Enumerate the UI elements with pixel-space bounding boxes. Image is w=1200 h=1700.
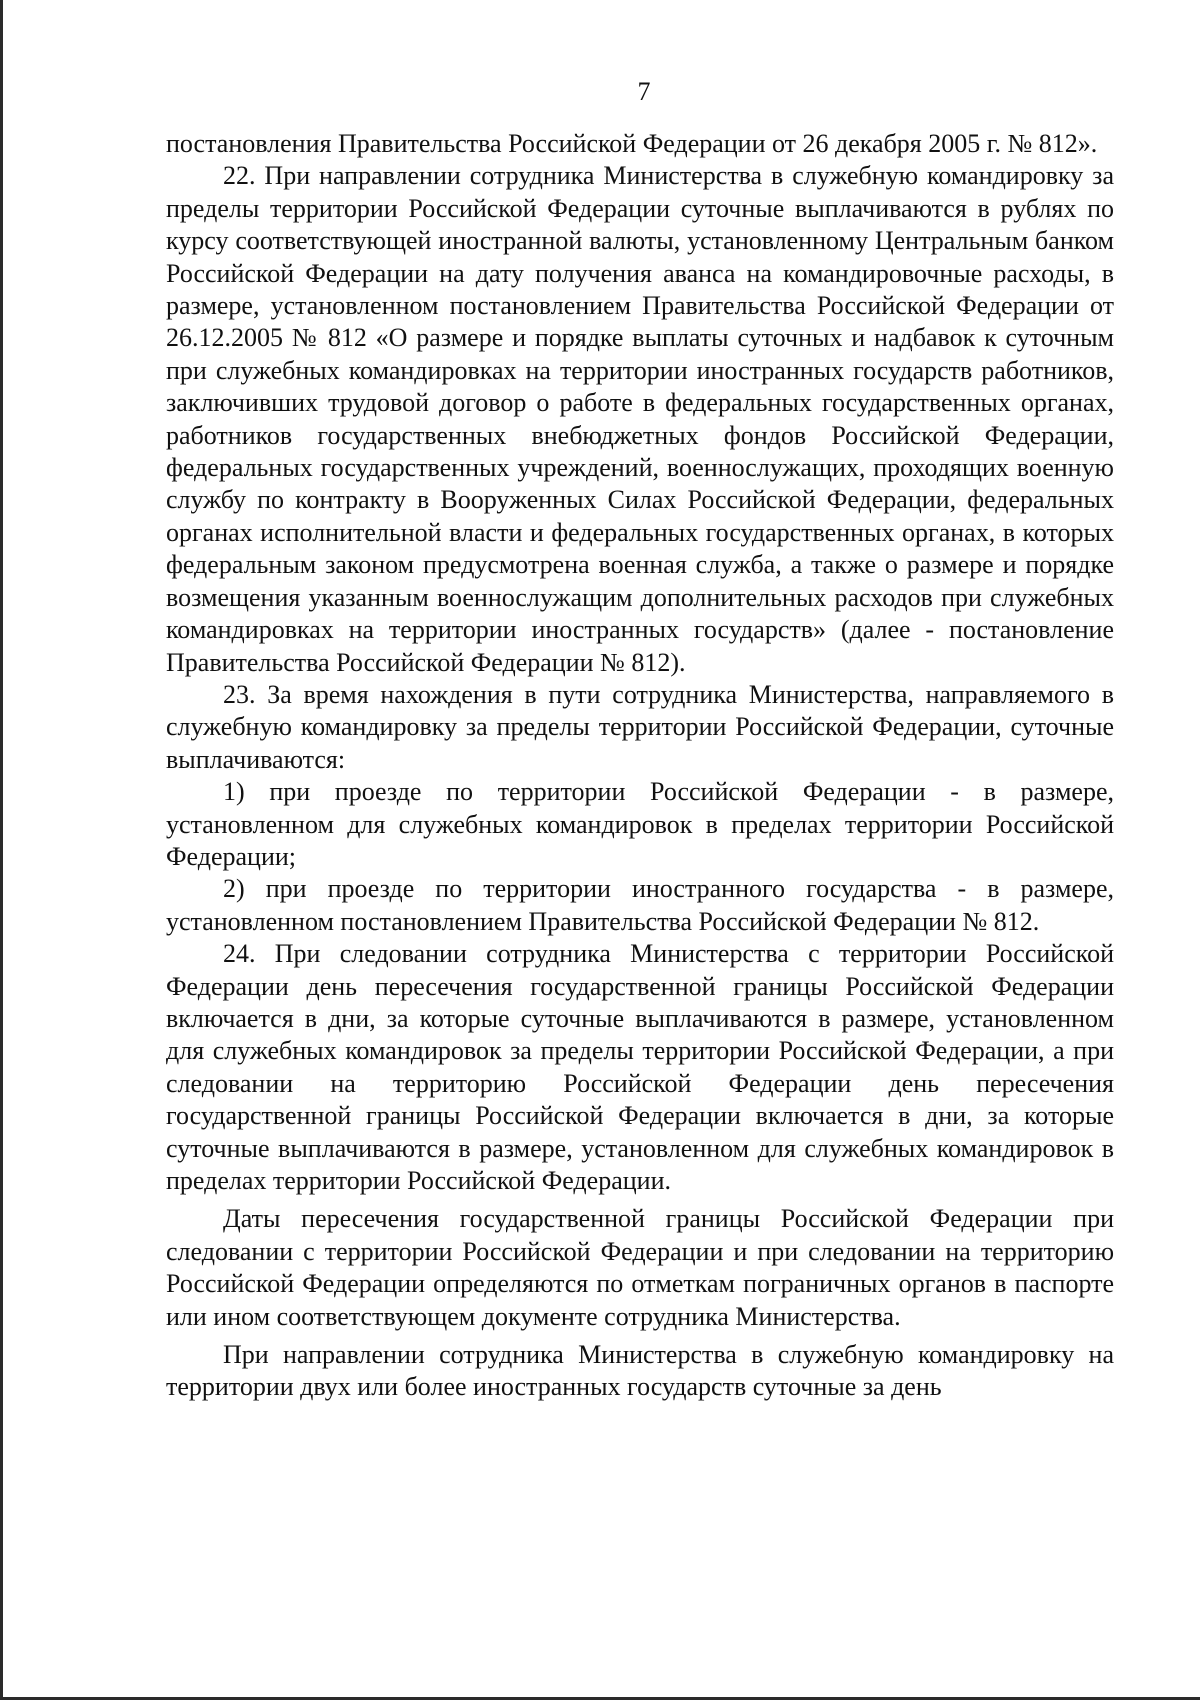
- paragraph-clause-23-item-2: 2) при проезде по территории иностранного государства - в размере, установленном постановлением Правительства Российской Федерации № 812.: [166, 874, 1114, 936]
- scan-edge-left: [0, 0, 3, 1700]
- page-number: 7: [637, 77, 651, 106]
- paragraph-border-dates: Даты пересечения государственной границы Российской Федерации при следовании с территории Российской Федерации и при следовании на территорию Российской Федерации определяются по отметкам пограничных органов в паспорте или ином соответствующем документе сотрудника Министерства.: [166, 1204, 1114, 1331]
- document-body: [166, 128, 1114, 1404]
- paragraph-clause-23: 23. За время нахождения в пути сотрудника Министерства, направляемого в служебную командировку за пределы территории Российской Федерации, суточные выплачиваются:: [166, 679, 1114, 774]
- paragraph-clause-24: 24. При следовании сотрудника Министерства с территории Российской Федерации день пересечения государственной границы Российской Федерации включается в дни, за которые суточные выплачиваются в размере, установленном для служебных командировок за пределы территории Российской Федерации, а при следовании на территорию Российской Федерации день пересечения государственной границы Российской Федерации включается в дни, за которые суточные выплачиваются в размере, установленном для служебных командировок в пределах территории Российской Федерации.: [166, 939, 1114, 1195]
- paragraph-clause-23-item-1: 1) при проезде по территории Российской Федерации - в размере, установленном для служебных командировок в пределах территории Российской Федерации;: [166, 777, 1114, 871]
- paragraph-clause-22: 22. При направлении сотрудника Министерства в служебную командировку за пределы территории Российской Федерации суточные выплачиваются в рублях по курсу соответствующей иностранной валюты, установленному Центральным банком Российской Федерации на дату получения аванса на командировочные расходы, в размере, установленном постановлением Правительства Российской Федерации от 26.12.2005 № 812 «О размере и порядке выплаты суточных и надбавок к суточным при служебных командировках на территории иностранных государств работников, заключивших трудовой договор о работе в федеральных государственных органах, работников государственных внебюджетных фондов Российской Федерации, федеральных государственных учреждений, военнослужащих, проходящих военную службу по контракту в Вооруженных Силах Российской Федерации, федеральных органах исполнительной власти и федеральных государственных органах, в которых федеральным законом предусмотрена военная служба, а также о размере и порядке возмещения указанным военнослужащим дополнительных расходов при служебных командировках на территории иностранных государств» (далее - постановление Правительства Российской Федерации № 812).: [166, 161, 1114, 677]
- paragraph-multiple-states: При направлении сотрудника Министерства в служебную командировку на территории двух или более иностранных государств суточные за день: [166, 1340, 1114, 1402]
- paragraph-continuation: постановления Правительства Российской Федерации от 26 декабря 2005 г. № 812».: [166, 129, 1098, 158]
